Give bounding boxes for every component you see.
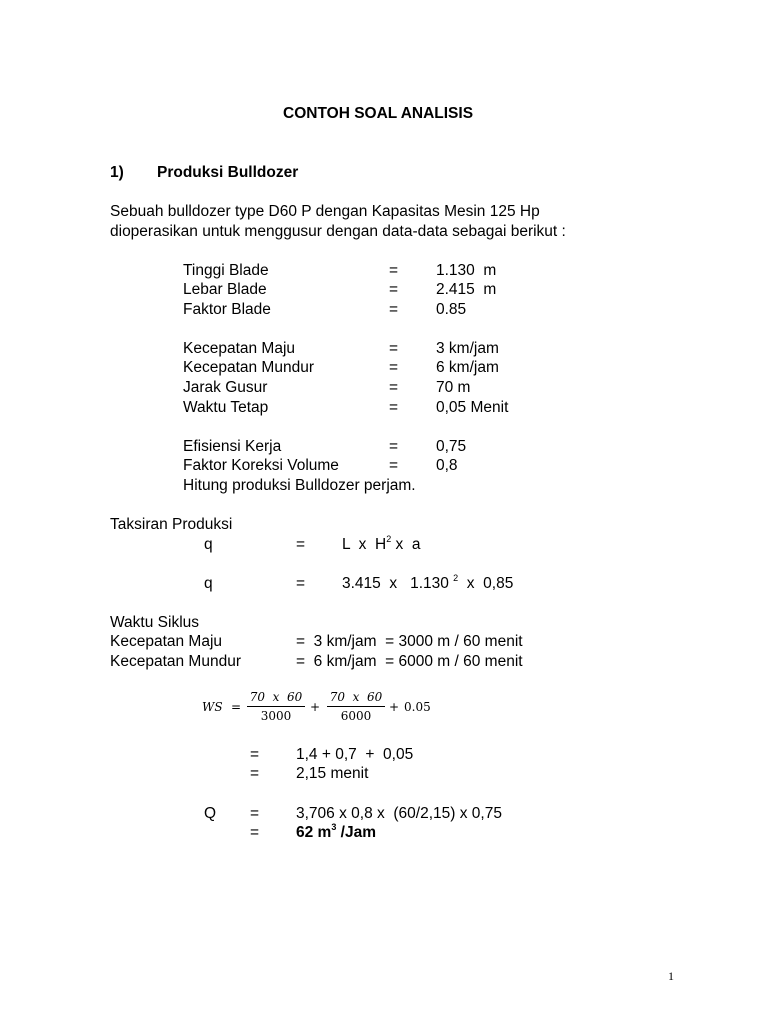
data-value: 0.85 <box>436 301 467 318</box>
fraction-numerator: 70 x 60 <box>329 690 383 704</box>
speed-value: = 6 km/jam = 6000 m / 60 menit <box>296 653 523 670</box>
q-value-lhs: q <box>204 575 213 592</box>
data-value: 2.415 m <box>436 281 497 298</box>
intro-line-1: Sebuah bulldozer type D60 P dengan Kapasitas Mesin 125 Hp <box>110 203 540 220</box>
data-value: 0,8 <box>436 457 458 474</box>
data-value: 70 m <box>436 379 471 396</box>
data-equals: = <box>389 301 399 318</box>
production-lhs: Q <box>204 805 217 822</box>
data-label: Waktu Tetap <box>183 399 269 416</box>
speed-value: = 3 km/jam = 3000 m / 60 menit <box>296 633 523 650</box>
data-label: Efisiensi Kerja <box>183 438 282 455</box>
speed-label: Kecepatan Maju <box>110 633 223 650</box>
data-equals: = <box>389 438 399 455</box>
ws-fraction-1 <box>247 689 305 724</box>
ws-result-value: 2,15 menit <box>296 765 369 782</box>
data-label: Jarak Gusur <box>183 379 268 396</box>
fraction-numerator: 70 x 60 <box>249 690 303 704</box>
ws-result-value: 1,4 + 0,7 + 0,05 <box>296 746 414 763</box>
ws-result-equals: = <box>250 746 260 763</box>
data-equals: = <box>389 457 399 474</box>
data-label: Lebar Blade <box>183 281 267 298</box>
data-value: 0,75 <box>436 438 467 455</box>
data-equals: = <box>389 281 399 298</box>
q-value-rhs: 3.415 x 1.130 $^2$ x 0,85 <box>342 572 514 592</box>
ws-fraction-2 <box>327 689 385 724</box>
q-formula-lhs: q <box>204 536 213 553</box>
ws-plus-1: + <box>310 700 321 714</box>
data-equals: = <box>389 359 399 376</box>
fraction-denominator: 3000 <box>260 709 292 723</box>
ws-lhs: WS <box>202 700 223 714</box>
production-result: 62 $m^3$ /Jam <box>296 821 376 841</box>
fraction-denominator: 6000 <box>340 709 372 723</box>
section-number: 1) <box>110 164 124 181</box>
data-value: 6 km/jam <box>436 359 499 376</box>
data-value: 0,05 Menit <box>436 399 509 416</box>
data-label: Kecepatan Maju <box>183 340 296 357</box>
data-equals: = <box>389 340 399 357</box>
waktu-siklus-heading: Waktu Siklus <box>110 614 200 631</box>
section-heading: Produksi Bulldozer <box>157 164 299 181</box>
page-title: CONTOH SOAL ANALISIS <box>283 105 474 122</box>
intro-line-2: dioperasikan untuk menggusur dengan data-data sebagai berikut : <box>110 223 566 240</box>
data-value: 3 km/jam <box>436 340 499 357</box>
q-formula-rhs: L x $H^2$ x a <box>342 533 421 553</box>
ws-equals: = <box>231 700 242 714</box>
data-value: 1.130 m <box>436 262 497 279</box>
ws-result-equals: = <box>250 765 260 782</box>
q-formula-equals: = <box>296 536 306 553</box>
question-text: Hitung produksi Bulldozer perjam. <box>183 477 416 494</box>
taksiran-heading: Taksiran Produksi <box>110 516 233 533</box>
data-equals: = <box>389 262 399 279</box>
data-equals: = <box>389 399 399 416</box>
page-number: 1 <box>668 969 674 983</box>
ws-plus-2: + <box>389 700 400 714</box>
speed-label: Kecepatan Mundur <box>110 653 241 670</box>
data-label: Kecepatan Mundur <box>183 359 314 376</box>
production-formula: 3,706 x 0,8 x (60/2,15) x 0,75 <box>296 805 502 822</box>
data-label: Faktor Blade <box>183 301 271 318</box>
data-equals: = <box>389 379 399 396</box>
production-equals: = <box>250 824 260 841</box>
ws-equation <box>202 689 442 725</box>
ws-constant: 0.05 <box>404 700 431 714</box>
data-label: Tinggi Blade <box>183 262 269 279</box>
data-label: Faktor Koreksi Volume <box>183 457 339 474</box>
production-equals: = <box>250 805 260 822</box>
q-value-equals: = <box>296 575 306 592</box>
